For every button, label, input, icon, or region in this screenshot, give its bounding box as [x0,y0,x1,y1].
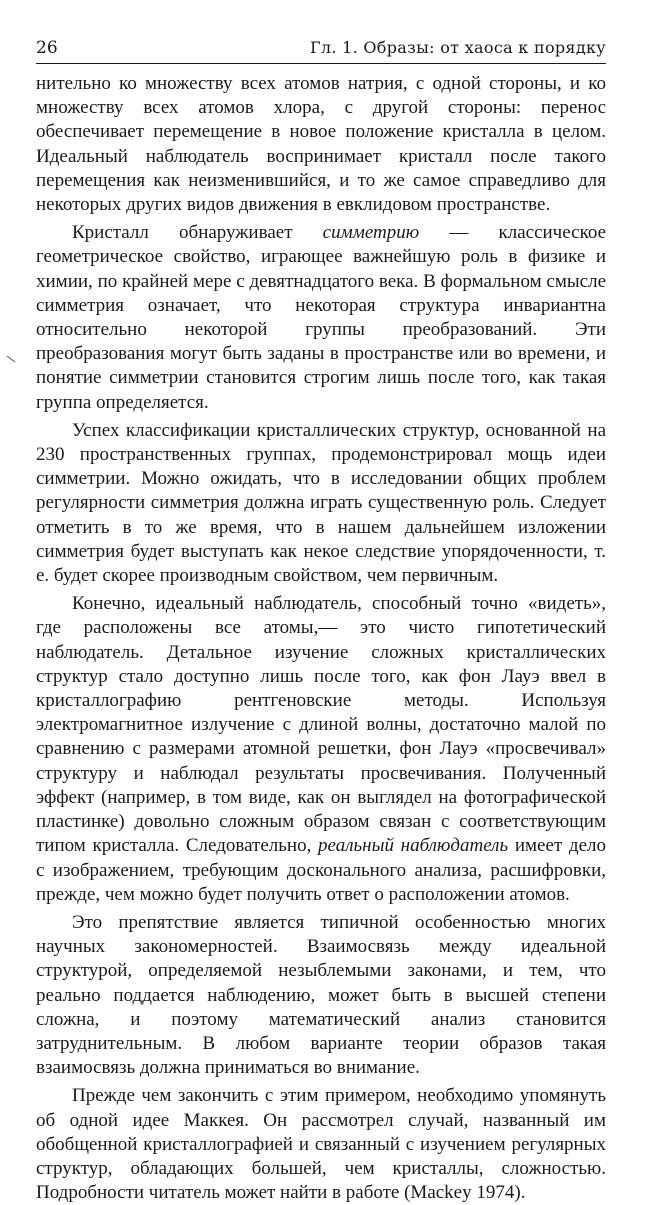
term-real-observer: реальный наблюдатель [318,835,509,857]
book-page [36,38,606,1205]
page-header [36,38,606,64]
paragraph-6-text: Прежде чем закончить с этим примером, необходимо упомянуть об одной идее Маккея. Он рассмотрел случай, названный им обобщенной кристаллографией и связанный с изучением регулярных структур, обладающих большей, чем кристаллы, сложностью. Подробности читатель может найти в работе (Mackey 1974). [36,1085,606,1204]
paragraph-2-text-b: — классическое геометрическое свойство, играющее важнейшую роль в физике и химии, по крайней мере с девятнадцатого века. В формальном смысле симметрия означает, что некоторая структура инвариантна относительно некоторой группы преобразований. Эти преобразования могут быть заданы в пространстве или во времени, и понятие симметрии становится строгим лишь после того, как такая группа определяется. [36,222,606,413]
paragraph-1 [36,72,606,217]
paragraph-4-text-b: имеет дело с изображением, требующим досконального анализа, расшифровки, прежде, чем можно будет получить ответ о расположении атомов. [36,835,606,905]
page-number: 26 [36,38,58,58]
paragraph-5 [36,911,606,1080]
paragraph-2-text-a: Кристалл обнаруживает [72,222,323,244]
term-symmetry: симметрию [322,222,420,244]
paragraph-2 [36,221,606,415]
paragraph-5-text: Это препятствие является типичной особенностью многих научных закономерностей. Взаимосвязь между идеальной структурой, определяемой незыблемыми законами, и тем, что реально поддается наблюдению, может быть в высшей степени сложна, и поэтому математический анализ становится затруднительным. В любом варианте теории образов такая взаимосвязь должна приниматься во внимание. [36,911,606,1079]
body-text [36,72,606,1205]
paragraph-1-text: нительно ко множеству всех атомов натрия, с одной стороны, и ко множеству всех атомов хлора, с другой стороны: перенос обеспечивает перемещение в новое положение кристалла в целом. Идеальный наблюдатель воспринимает кристалл после такого перемещения как неизменившийся, и то же самое справедливо для некоторых других видов движения в евклидовом пространстве. [36,73,606,216]
margin-tick-mark [6,355,16,363]
paragraph-4 [36,592,606,907]
running-title: Гл. 1. Образы: от хаоса к порядку [310,38,606,57]
paragraph-6 [36,1084,606,1205]
paragraph-4-text-a: Конечно, идеальный наблюдатель, способный точно «видеть», где расположены все атомы,— это чисто гипотетический наблюдатель. Детальное изучение сложных кристаллических структур стало доступно лишь после того, как фон Лауэ ввел в кристаллографию рентгеновские методы. Используя электромагнитное излучение с длиной волны, достаточно малой по сравнению с размерами атомной решетки, фон Лауэ «просвечивал» структуру и наблюдал результаты просвечивания. Полученный эффект (например, в том виде, как он выглядел на фотографической пластинке) довольно сложным образом связан с соответствующим типом кристалла. Следовательно, [36,593,606,857]
paragraph-3 [36,419,606,588]
paragraph-3-text: Успех классификации кристаллических структур, основанной на 230 пространственных группах, продемонстрировал мощь идеи симметрии. Можно ожидать, что в исследовании общих проблем регулярности симметрия должна играть существенную роль. Следует отметить в то же время, что в нашем дальнейшем изложении симметрия будет выступать как некое следствие упорядоченности, т. е. будет скорее производным свойством, чем первичным. [36,419,606,587]
